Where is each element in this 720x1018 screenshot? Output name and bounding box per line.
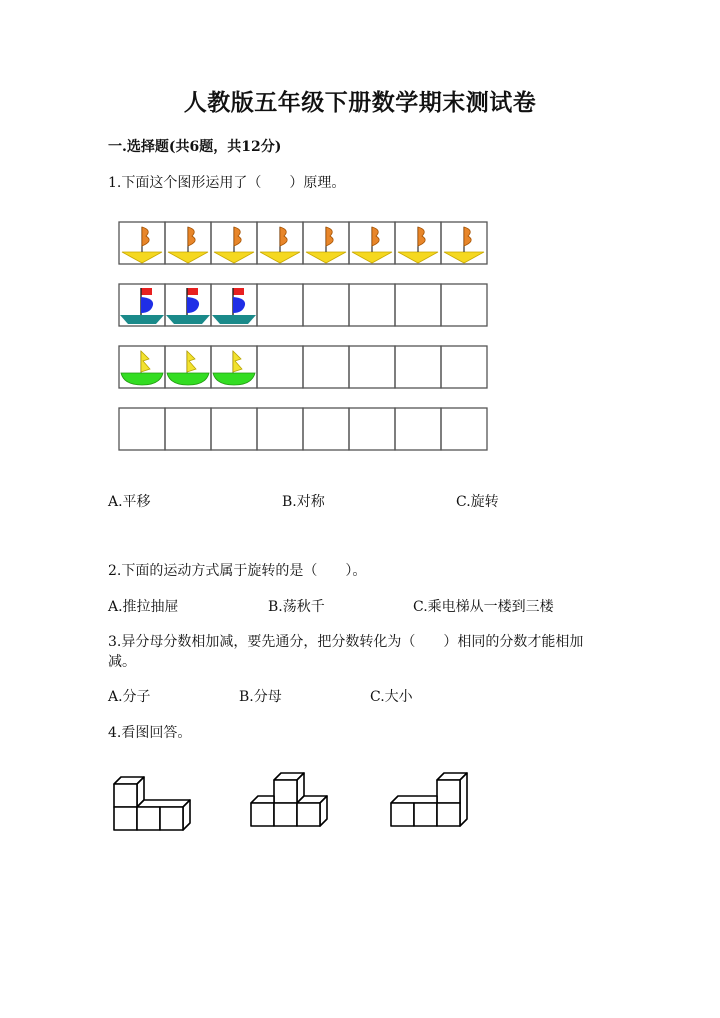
motif-sailboat (120, 288, 164, 324)
grid-cell (303, 346, 349, 388)
grid-cell (119, 408, 165, 450)
question-3-stem-line1: 3.异分母分数相加减，要先通分，把分数转化为（ ）相同的分数才能相加 (108, 634, 584, 650)
grid-cell (303, 408, 349, 450)
motif-flag (398, 227, 438, 263)
q2-option-b: B.荡秋千 (268, 599, 325, 615)
grid-cell (257, 408, 303, 450)
pattern-strip-1 (119, 222, 487, 264)
grid-cell (395, 346, 441, 388)
grid-cell (395, 408, 441, 450)
q3-option-c: C.大小 (370, 689, 413, 705)
section-heading: 一.选择题(共6题，共12分) (108, 139, 282, 155)
question-1-stem: 1.下面这个图形运用了（ ）原理。 (108, 175, 346, 191)
motif-sailboat (212, 288, 256, 324)
motif-flag (444, 227, 484, 263)
q2-option-c: C.乘电梯从一楼到三楼 (413, 599, 554, 615)
page-title: 人教版五年级下册数学期末测试卷 (183, 89, 537, 116)
pattern-strip-4 (119, 408, 487, 450)
grid-cell (441, 284, 487, 326)
cube-view-3 (391, 773, 467, 826)
motif-flag (306, 227, 346, 263)
grid-cell (349, 346, 395, 388)
pattern-strips-figure (110, 212, 500, 458)
grid-cell (257, 346, 303, 388)
motif-flag (352, 227, 392, 263)
motif-flag (122, 227, 162, 263)
motif-flag (168, 227, 208, 263)
grid-cell (441, 408, 487, 450)
grid-cell (395, 284, 441, 326)
grid-cell (211, 408, 257, 450)
grid-cell (349, 408, 395, 450)
cube-view-2 (251, 773, 327, 826)
motif-sailboat (166, 288, 210, 324)
q1-option-b: B.对称 (282, 494, 325, 510)
question-4-stem: 4.看图回答。 (108, 725, 192, 741)
grid-cell (441, 346, 487, 388)
motif-boat (213, 351, 255, 385)
q1-option-a: A.平移 (108, 494, 151, 510)
motif-flag (260, 227, 300, 263)
q3-option-b: B.分母 (239, 689, 282, 705)
cube-views-figure (100, 760, 480, 840)
q3-option-a: A.分子 (108, 689, 151, 705)
cube-view-1 (114, 777, 190, 830)
grid-cell (257, 284, 303, 326)
motif-boat (167, 351, 209, 385)
grid-cell (303, 284, 349, 326)
grid-cell (165, 408, 211, 450)
q1-option-c: C.旋转 (456, 494, 499, 510)
grid-cell (349, 284, 395, 326)
q2-option-a: A.推拉抽屉 (108, 599, 179, 615)
motif-flag (214, 227, 254, 263)
motif-boat (121, 351, 163, 385)
question-2-stem: 2.下面的运动方式属于旋转的是（ ）。 (108, 563, 367, 579)
question-3-stem-line2: 减。 (108, 654, 136, 670)
